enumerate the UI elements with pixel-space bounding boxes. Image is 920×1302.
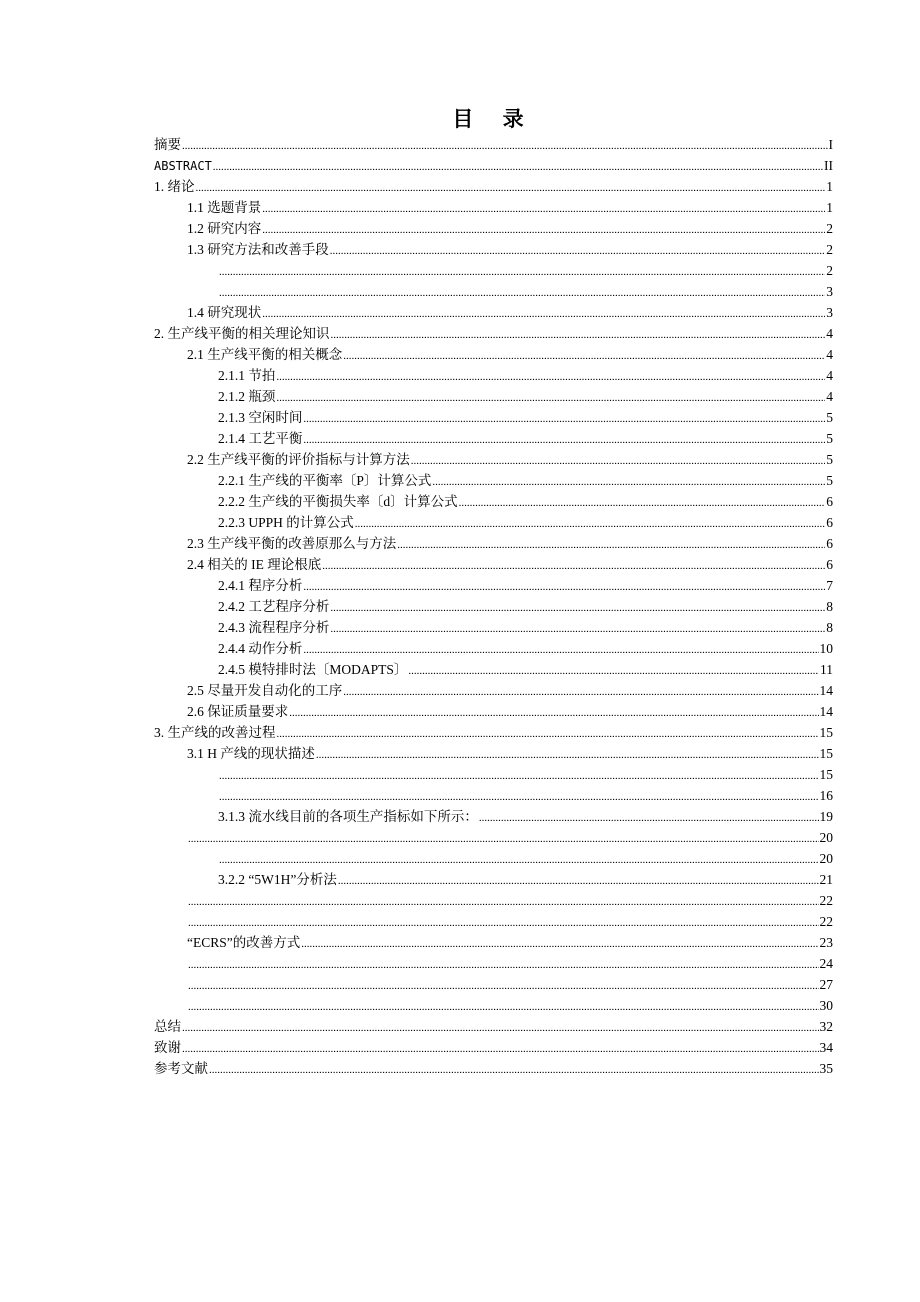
toc-dot-leader [411, 451, 826, 472]
toc-dot-leader [343, 682, 818, 703]
toc-entry-label: 2.4 相关的 IE 理论根底 [187, 557, 322, 572]
toc-title: 目 录 [452, 107, 536, 131]
toc-dot-leader [479, 808, 819, 829]
toc-entry-page-number: 8 [826, 599, 833, 614]
toc-entry-label: ABSTRACT [154, 159, 212, 173]
toc-dot-leader [262, 304, 825, 325]
toc-entry[interactable] [187, 554, 833, 575]
toc-entry-label: 2. 生产线平衡的相关理论知识 [154, 326, 330, 341]
toc-entry[interactable] [154, 1016, 833, 1037]
toc-entry-label: 2.2 生产线平衡的评价指标与计算方法 [187, 452, 410, 467]
toc-entry-label: 2.4.1 程序分析 [218, 578, 303, 593]
toc-entry[interactable] [218, 638, 833, 659]
toc-entry-page-number: 34 [819, 1040, 833, 1055]
toc-entry-label: 2.2.1 生产线的平衡率〔P〕计算公式 [218, 473, 432, 488]
toc-entry[interactable] [187, 974, 833, 995]
toc-dot-leader [330, 241, 826, 262]
toc-dot-leader [303, 430, 825, 451]
toc-entry[interactable] [218, 512, 833, 533]
toc-entry[interactable] [218, 428, 833, 449]
toc-entry-page-number: I [828, 137, 833, 152]
toc-entry-page-number: 5 [826, 452, 833, 467]
toc-dot-leader [188, 997, 819, 1018]
toc-entry[interactable] [187, 218, 833, 239]
toc-dot-leader [303, 409, 825, 430]
toc-entry-page-number: 19 [819, 809, 833, 824]
toc-entry-page-number: 6 [826, 515, 833, 530]
toc-entry[interactable] [218, 386, 833, 407]
toc-entry-label: 2.1.4 工艺平衡 [218, 431, 303, 446]
toc-entry-page-number: 8 [826, 620, 833, 635]
toc-entry-label: 2.3 生产线平衡的改善原那么与方法 [187, 536, 397, 551]
toc-entry[interactable] [187, 890, 833, 911]
toc-entry-page-number: 11 [820, 662, 833, 677]
toc-entry-page-number: 23 [819, 935, 833, 950]
toc-entry-page-number: 6 [826, 536, 833, 551]
toc-entry[interactable] [218, 470, 833, 491]
toc-entry[interactable] [187, 701, 833, 722]
toc-entry[interactable] [218, 260, 833, 281]
toc-entry-label: 1.4 研究现状 [187, 305, 262, 320]
toc-entry[interactable] [187, 197, 833, 218]
toc-entry-page-number: 2 [826, 221, 833, 236]
toc-entry[interactable] [218, 407, 833, 428]
toc-entry-page-number: 4 [826, 326, 833, 341]
toc-dot-leader [219, 850, 819, 871]
toc-dot-leader [322, 556, 825, 577]
toc-entry-label: “ECRS”的改善方式 [187, 935, 301, 950]
toc-dot-leader [331, 325, 826, 346]
toc-entry-label: 3.1 H 产线的现状描述 [187, 746, 315, 761]
toc-entry-page-number: II [824, 158, 833, 173]
toc-dot-leader [355, 514, 825, 535]
toc-entry-label: 1.2 研究内容 [187, 221, 262, 236]
toc-dot-leader [196, 178, 826, 199]
toc-entry[interactable] [187, 911, 833, 932]
toc-entry-page-number: 4 [826, 389, 833, 404]
toc-entry-label: 2.1.3 空闲时间 [218, 410, 303, 425]
toc-entry[interactable] [187, 932, 833, 953]
toc-dot-leader [303, 577, 825, 598]
toc-entry-page-number: 20 [819, 830, 833, 845]
toc-entry-page-number: 14 [819, 704, 833, 719]
toc-dot-leader [188, 913, 819, 934]
toc-dot-leader [343, 346, 825, 367]
toc-entry-page-number: 15 [819, 767, 833, 782]
toc-entry[interactable] [187, 302, 833, 323]
toc-entry[interactable] [218, 281, 833, 302]
toc-entry[interactable] [218, 764, 833, 785]
toc-entry-page-number: 30 [819, 998, 833, 1013]
toc-entry[interactable] [187, 995, 833, 1016]
toc-dot-leader [182, 136, 828, 157]
toc-entry-page-number: 35 [819, 1061, 833, 1076]
toc-entry-page-number: 5 [826, 473, 833, 488]
toc-entry[interactable] [218, 617, 833, 638]
toc-dot-leader [188, 976, 819, 997]
toc-entry-label: 2.1.1 节拍 [218, 368, 276, 383]
toc-entry[interactable] [218, 806, 833, 827]
toc-dot-leader [277, 724, 819, 745]
toc-entry-page-number: 16 [819, 788, 833, 803]
toc-dot-leader [219, 766, 819, 787]
toc-dot-leader [459, 493, 826, 514]
toc-dot-leader [219, 283, 825, 304]
toc-entry-page-number: 22 [819, 893, 833, 908]
toc-entry[interactable] [218, 596, 833, 617]
toc-entry-label: 致谢 [154, 1040, 181, 1055]
toc-entry[interactable] [187, 953, 833, 974]
toc-dot-leader [182, 1018, 819, 1039]
toc-entry-page-number: 7 [826, 578, 833, 593]
toc-entry[interactable] [187, 344, 833, 365]
toc-entry-page-number: 22 [819, 914, 833, 929]
toc-entry-label: 3. 生产线的改善过程 [154, 725, 276, 740]
toc-dot-leader [397, 535, 825, 556]
toc-dot-leader [219, 787, 819, 808]
toc-entry[interactable] [187, 827, 833, 848]
toc-entry-label: 2.1.2 瓶颈 [218, 389, 276, 404]
toc-entry[interactable] [154, 1037, 833, 1058]
toc-dot-leader [301, 934, 818, 955]
toc-entry-page-number: 4 [826, 347, 833, 362]
toc-dot-leader [262, 199, 825, 220]
toc-dot-leader [262, 220, 825, 241]
toc-dot-leader [330, 619, 825, 640]
toc-entry-label: 1.3 研究方法和改善手段 [187, 242, 329, 257]
toc-entry-label: 3.2.2 “5W1H”分析法 [218, 872, 337, 887]
toc-dot-leader [209, 1060, 819, 1081]
toc-entry-label: 2.5 尽量开发自动化的工序 [187, 683, 343, 698]
toc-entry[interactable] [218, 659, 833, 680]
toc-entry-page-number: 3 [826, 284, 833, 299]
toc-entry-page-number: 1 [826, 200, 833, 215]
toc-entry[interactable] [154, 323, 833, 344]
toc-entry[interactable] [154, 176, 833, 197]
toc-dot-leader [289, 703, 818, 724]
toc-entry[interactable] [154, 134, 833, 155]
toc-dot-leader [330, 598, 825, 619]
toc-entry-label: 2.4.5 模特排时法〔MODAPTS〕 [218, 662, 408, 677]
toc-dot-leader [303, 640, 818, 661]
toc-entry-page-number: 24 [819, 956, 833, 971]
toc-entry-label: 1.1 选题背景 [187, 200, 262, 215]
toc-dot-leader [408, 661, 819, 682]
toc-entry-page-number: 27 [819, 977, 833, 992]
toc-entry-page-number: 10 [819, 641, 833, 656]
toc-entry-page-number: 6 [826, 494, 833, 509]
toc-entry-label: 2.4.2 工艺程序分析 [218, 599, 330, 614]
toc-entry-page-number: 3 [826, 305, 833, 320]
toc-entry-page-number: 4 [826, 368, 833, 383]
toc-entry[interactable] [154, 1058, 833, 1079]
toc-dot-leader [316, 745, 819, 766]
toc-entry[interactable] [154, 155, 833, 176]
toc-entry-page-number: 1 [826, 179, 833, 194]
toc-entry[interactable] [218, 365, 833, 386]
toc-entry-page-number: 14 [819, 683, 833, 698]
toc-entry[interactable] [218, 785, 833, 806]
toc-entry[interactable] [218, 575, 833, 596]
toc-dot-leader [188, 955, 819, 976]
toc-entry-page-number: 32 [819, 1019, 833, 1034]
toc-entry[interactable] [187, 533, 833, 554]
toc-entry-page-number: 15 [819, 725, 833, 740]
toc-dot-leader [338, 871, 819, 892]
toc-dot-leader [219, 262, 825, 283]
toc-entry-label: 1. 绪论 [154, 179, 195, 194]
toc-entry-label: 总结 [154, 1019, 181, 1034]
toc-entry-label: 2.4.4 动作分析 [218, 641, 303, 656]
toc-entry[interactable] [218, 491, 833, 512]
toc-entry-page-number: 15 [819, 746, 833, 761]
toc-entry[interactable] [218, 848, 833, 869]
toc-entry-page-number: 20 [819, 851, 833, 866]
toc-entry-label: 摘要 [154, 137, 181, 152]
toc-entry[interactable] [187, 743, 833, 764]
toc-entry-label: 2.6 保证质量要求 [187, 704, 289, 719]
toc-entry-label: 2.1 生产线平衡的相关概念 [187, 347, 343, 362]
toc-entry-label: 2.4.3 流程程序分析 [218, 620, 330, 635]
toc-dot-leader [276, 388, 825, 409]
toc-entry[interactable] [218, 869, 833, 890]
toc-dot-leader [182, 1039, 819, 1060]
toc-entry-label: 3.1.3 流水线目前的各项生产指标如下所示： [218, 809, 478, 824]
toc-entry-page-number: 21 [819, 872, 833, 887]
toc-entry-page-number: 2 [826, 242, 833, 257]
toc-entry-label: 2.2.3 UPPH 的计算公式 [218, 515, 354, 530]
toc-dot-leader [432, 472, 825, 493]
toc-entry-page-number: 6 [826, 557, 833, 572]
toc-entry[interactable] [187, 239, 833, 260]
toc-entry[interactable] [187, 449, 833, 470]
toc-dot-leader [276, 367, 825, 388]
toc-entry-page-number: 5 [826, 410, 833, 425]
toc-dot-leader [213, 157, 823, 178]
toc-dot-leader [188, 829, 819, 850]
toc-entry[interactable] [154, 722, 833, 743]
toc-entry-label: 2.2.2 生产线的平衡损失率〔d〕计算公式 [218, 494, 458, 509]
toc-entry[interactable] [187, 680, 833, 701]
toc-dot-leader [188, 892, 819, 913]
toc-entry-page-number: 2 [826, 263, 833, 278]
toc-entry-label: 参考文献 [154, 1061, 208, 1076]
toc-entry-page-number: 5 [826, 431, 833, 446]
